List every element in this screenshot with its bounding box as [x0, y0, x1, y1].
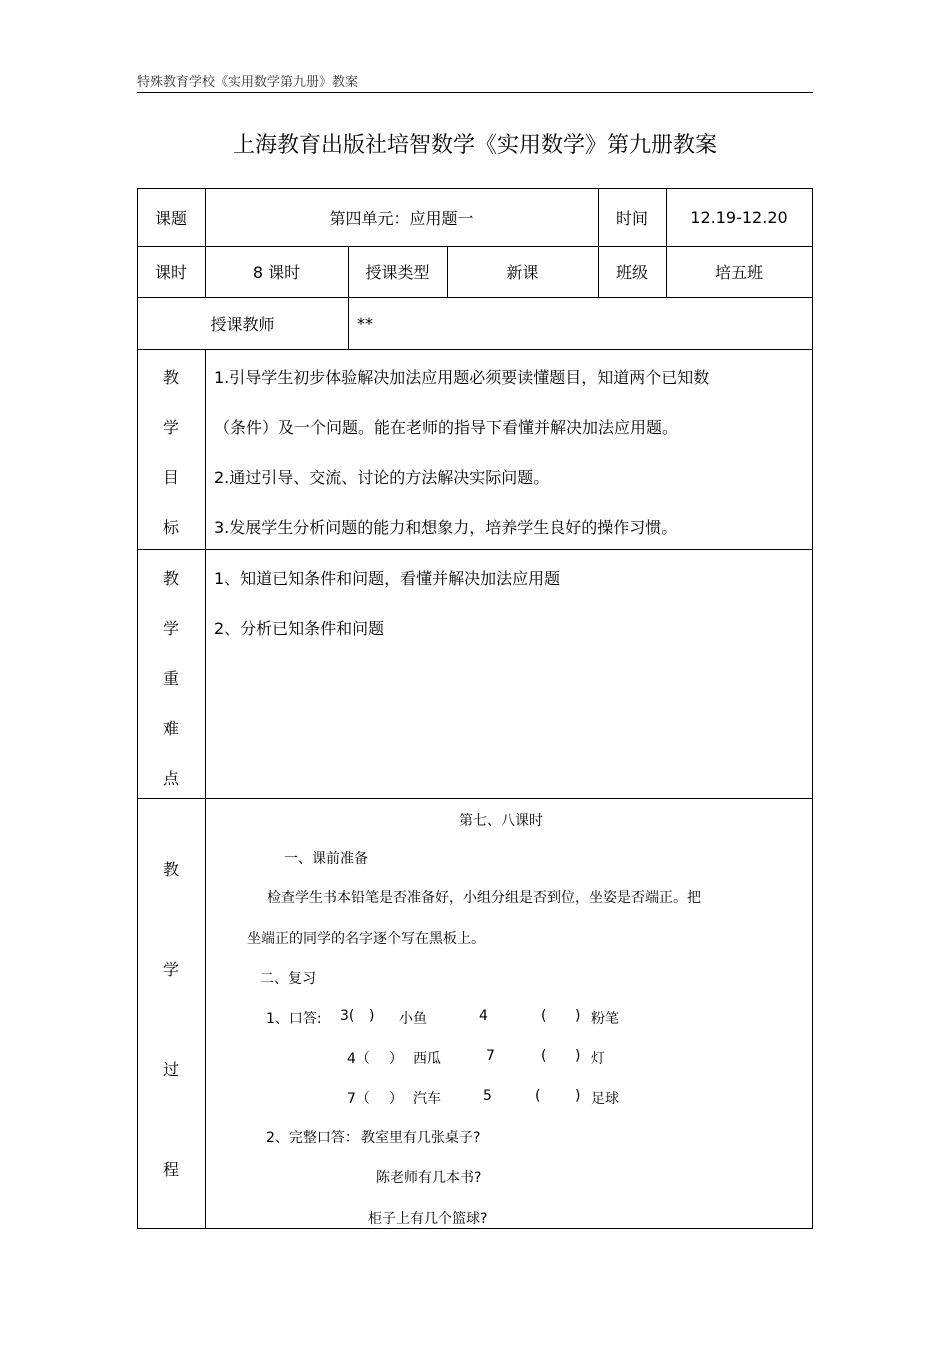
keypoint-line: 1、知道已知条件和问题，看懂并解决加法应用题	[214, 569, 561, 588]
process-text: 检查学生书本铅笔是否准备好，小组分组是否到位，坐姿是否端正。把	[267, 890, 701, 906]
section-title: 一、课前准备	[284, 851, 368, 867]
objectives-label-char: 标	[162, 518, 179, 537]
blank-close: )	[369, 1008, 375, 1024]
class-label: 班级	[615, 263, 648, 282]
blank-number: 4（	[347, 1051, 370, 1067]
topic-value: 第四单元：应用题一	[329, 208, 474, 228]
objectives-label-char: 学	[162, 418, 179, 437]
teacher-label: 授课教师	[210, 314, 275, 334]
keypoints-label-char: 点	[162, 769, 179, 788]
blank-number: 7（	[347, 1091, 370, 1107]
section-title: 二、复习	[260, 971, 316, 987]
hours-value: 8 课时	[252, 263, 301, 282]
time-value: 12.19-12.20	[690, 207, 788, 227]
full-answer-question: 陈老师有几本书?	[376, 1170, 482, 1186]
teacher-value: **	[357, 313, 373, 333]
oral-question-label: 1、口答:	[266, 1011, 322, 1027]
page-title: 上海教育出版社培智数学《实用数学》第九册教案	[232, 133, 717, 158]
keypoints-label-char: 难	[162, 719, 179, 738]
blank-item: 灯	[591, 1051, 605, 1067]
blank-close: )	[575, 1048, 581, 1064]
process-label-char: 学	[162, 960, 179, 979]
keypoints-label-char: 重	[162, 669, 179, 688]
type-label: 授课类型	[365, 263, 430, 282]
blank-number: 3(	[340, 1008, 355, 1024]
keypoints-label-char: 学	[162, 619, 179, 638]
running-header: 特殊教育学校《实用数学第九册》教案	[137, 75, 359, 90]
blank-open: (	[541, 1048, 547, 1064]
blank-open: (	[535, 1088, 541, 1104]
row-divider	[137, 349, 813, 350]
blank-close: ）	[389, 1091, 403, 1107]
blank-item: 粉笔	[591, 1011, 619, 1027]
blank-item: 西瓜	[413, 1051, 441, 1067]
objective-line: 3.发展学生分析问题的能力和想象力，培养学生良好的操作习惯。	[214, 518, 678, 537]
blank-item: 小鱼	[399, 1011, 427, 1027]
table-border-right	[812, 188, 813, 1229]
full-answer-label: 2、完整口答：	[266, 1130, 359, 1146]
full-answer-question: 柜子上有几个篮球?	[368, 1211, 488, 1227]
lesson-heading: 第七、八课时	[459, 813, 543, 829]
blank-number: 4	[479, 1008, 488, 1024]
time-label: 时间	[615, 208, 648, 228]
objective-line: 2.通过引导、交流、讨论的方法解决实际问题。	[214, 468, 550, 487]
column-divider	[205, 349, 206, 1229]
blank-item: 汽车	[413, 1091, 441, 1107]
keypoints-label-char: 教	[162, 569, 179, 588]
objectives-label-char: 目	[162, 468, 179, 487]
process-label-char: 教	[162, 860, 179, 879]
topic-label: 课题	[154, 208, 187, 228]
process-label-char: 过	[162, 1060, 179, 1079]
blank-close: )	[575, 1088, 581, 1104]
row-divider	[137, 549, 813, 550]
table-border-bottom	[137, 1228, 813, 1229]
process-text: 坐端正的同学的名字逐个写在黑板上。	[247, 931, 485, 947]
full-answer-question: 教室里有几张桌子?	[361, 1130, 481, 1146]
keypoint-line: 2、分析已知条件和问题	[214, 619, 385, 638]
blank-number: 7	[486, 1048, 495, 1064]
blank-item: 足球	[591, 1091, 619, 1107]
header-divider	[137, 92, 813, 93]
objectives-label-char: 教	[162, 368, 179, 387]
blank-number: 5	[483, 1088, 492, 1104]
objective-line: 1.引导学生初步体验解决加法应用题必须要读懂题目，知道两个已知数	[214, 368, 710, 387]
blank-close: ）	[389, 1051, 403, 1067]
hours-label: 课时	[154, 263, 187, 282]
blank-open: (	[541, 1008, 547, 1024]
lesson-plan-table	[137, 188, 813, 1229]
process-label-char: 程	[162, 1160, 179, 1179]
objective-line: （条件）及一个问题。能在老师的指导下看懂并解决加法应用题。	[214, 418, 679, 437]
blank-close: )	[575, 1008, 581, 1024]
row-divider	[137, 798, 813, 799]
type-value: 新课	[506, 263, 539, 282]
class-value: 培五班	[714, 263, 763, 282]
